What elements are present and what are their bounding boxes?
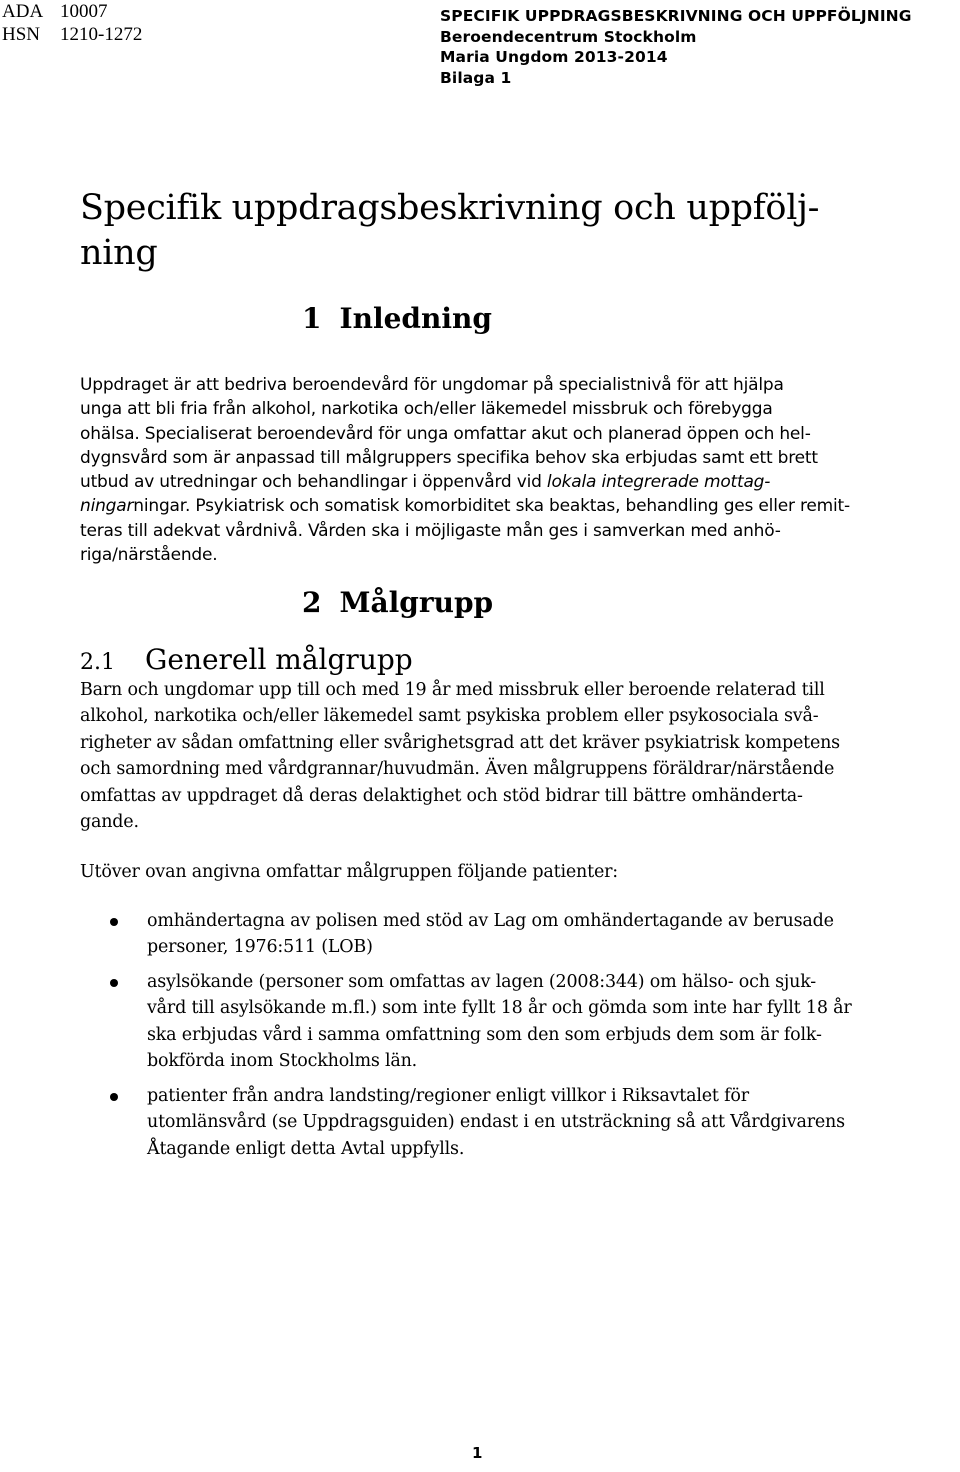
metadata-value: 10007 xyxy=(60,1,108,22)
text-line: alkohol, narkotika och/eller läkemedel samt psykiska problem eller psykosociala svå- xyxy=(80,706,819,727)
subsection-heading-generell-malgrupp xyxy=(80,642,413,681)
document-title-line: ning xyxy=(80,233,158,273)
bullet-icon xyxy=(110,1093,118,1101)
metadata-value: 1210-1272 xyxy=(60,24,143,45)
list-item xyxy=(147,969,852,1075)
text-line xyxy=(80,494,880,518)
patients-intro: Utöver ovan angivna omfattar målgruppen följande patienter: xyxy=(80,862,618,882)
text-line: righeter av sådan omfattning eller svårighetsgrad att det kräver psykiatrisk kompetens xyxy=(80,732,840,753)
text-line: omhändertagna av polisen med stöd av Lag om omhändertagande av berusade xyxy=(147,911,834,931)
text-segment: utbud av utredningar och behandlingar i öppenvård vid xyxy=(80,472,542,493)
text-line: gande. xyxy=(80,812,139,833)
metadata-row-hsn xyxy=(2,23,142,46)
intro-paragraph xyxy=(80,373,880,567)
text-segment: ningar. Psykiatrisk och somatisk komorbiditet ska beaktas, behandling ges eller remit- xyxy=(133,496,850,517)
document-title xyxy=(80,186,880,276)
metadata-row-ada xyxy=(2,0,142,23)
list-item xyxy=(147,908,834,961)
text-line: omfattas av uppdraget då deras delaktighet och stöd bidrar till bättre omhänderta- xyxy=(80,785,803,806)
text-line: Åtagande enligt detta Avtal uppfylls. xyxy=(147,1138,465,1159)
running-header xyxy=(440,6,912,88)
subsection-title: Generell målgrupp xyxy=(145,643,413,676)
text-line: asylsökande (personer som omfattas av lagen (2008:344) om hälso- och sjuk- xyxy=(147,972,817,992)
section-number: 2 xyxy=(302,586,322,619)
text-line: unga att bli fria från alkohol, narkotika och/eller läkemedel missbruk och förebygga xyxy=(80,399,773,420)
header-appendix: Bilaga 1 xyxy=(440,68,512,87)
header-unit: Maria Ungdom 2013-2014 xyxy=(440,48,668,66)
bullet-icon xyxy=(110,918,118,926)
text-line: ska erbjudas vård i samma omfattning som den som erbjuds dem som är folk- xyxy=(147,1024,822,1045)
text-line: dygnsvård som är anpassad till målgruppers specifika behov ska erbjudas samt ett brett xyxy=(80,447,818,468)
text-line xyxy=(80,470,880,494)
text-line: utomlänsvård (se Uppdragsguiden) endast i en utsträckning så att Vårdgivarens xyxy=(147,1112,845,1133)
text-line: Barn och ungdomar upp till och med 19 år med missbruk eller beroende relaterad till xyxy=(80,680,825,700)
page-number: 1 xyxy=(472,1444,483,1462)
target-group-paragraph xyxy=(80,677,900,835)
italic-phrase: ningar xyxy=(80,496,134,517)
section-title: Inledning xyxy=(339,302,492,335)
header-title: SPECIFIK UPPDRAGSBESKRIVNING OCH UPPFÖLJNING xyxy=(440,7,912,25)
list-item xyxy=(147,1083,845,1162)
metadata-key: ADA xyxy=(2,1,44,22)
section-heading-inledning xyxy=(302,302,492,336)
subsection-number: 2.1 xyxy=(80,650,115,675)
text-line: och samordning med vårdgrannar/huvudmän. Även målgruppens föräldrar/närstående xyxy=(80,759,835,780)
text-line: ohälsa. Specialiserat beroendevård för unga omfattar akut och planerad öppen och hel- xyxy=(80,423,811,444)
text-line: vård till asylsökande m.fl.) som inte fyllt 18 år och gömda som inte har fyllt 18 år xyxy=(147,998,852,1019)
text-line: riga/närstående. xyxy=(80,545,218,566)
header-organisation: Beroendecentrum Stockholm xyxy=(440,27,697,46)
italic-phrase: lokala integrerade mottag- xyxy=(546,472,771,493)
text-line: bokförda inom Stockholms län. xyxy=(147,1051,418,1072)
metadata-key: HSN xyxy=(2,24,41,45)
section-heading-malgrupp xyxy=(302,586,493,620)
text-line: personer, 1976:511 (LOB) xyxy=(147,937,373,958)
bullet-icon xyxy=(110,979,118,987)
document-metadata xyxy=(2,0,142,46)
text-line: patienter från andra landsting/regioner enligt villkor i Riksavtalet för xyxy=(147,1086,749,1106)
section-number: 1 xyxy=(302,302,322,335)
document-title-line: Specifik uppdragsbeskrivning och uppfölj- xyxy=(80,188,820,228)
text-line: Uppdraget är att bedriva beroendevård för ungdomar på specialistnivå för att hjälpa xyxy=(80,375,784,395)
text-line: teras till adekvat vårdnivå. Vården ska i möjligaste mån ges i samverkan med anhö- xyxy=(80,520,781,541)
section-title: Målgrupp xyxy=(339,586,494,619)
